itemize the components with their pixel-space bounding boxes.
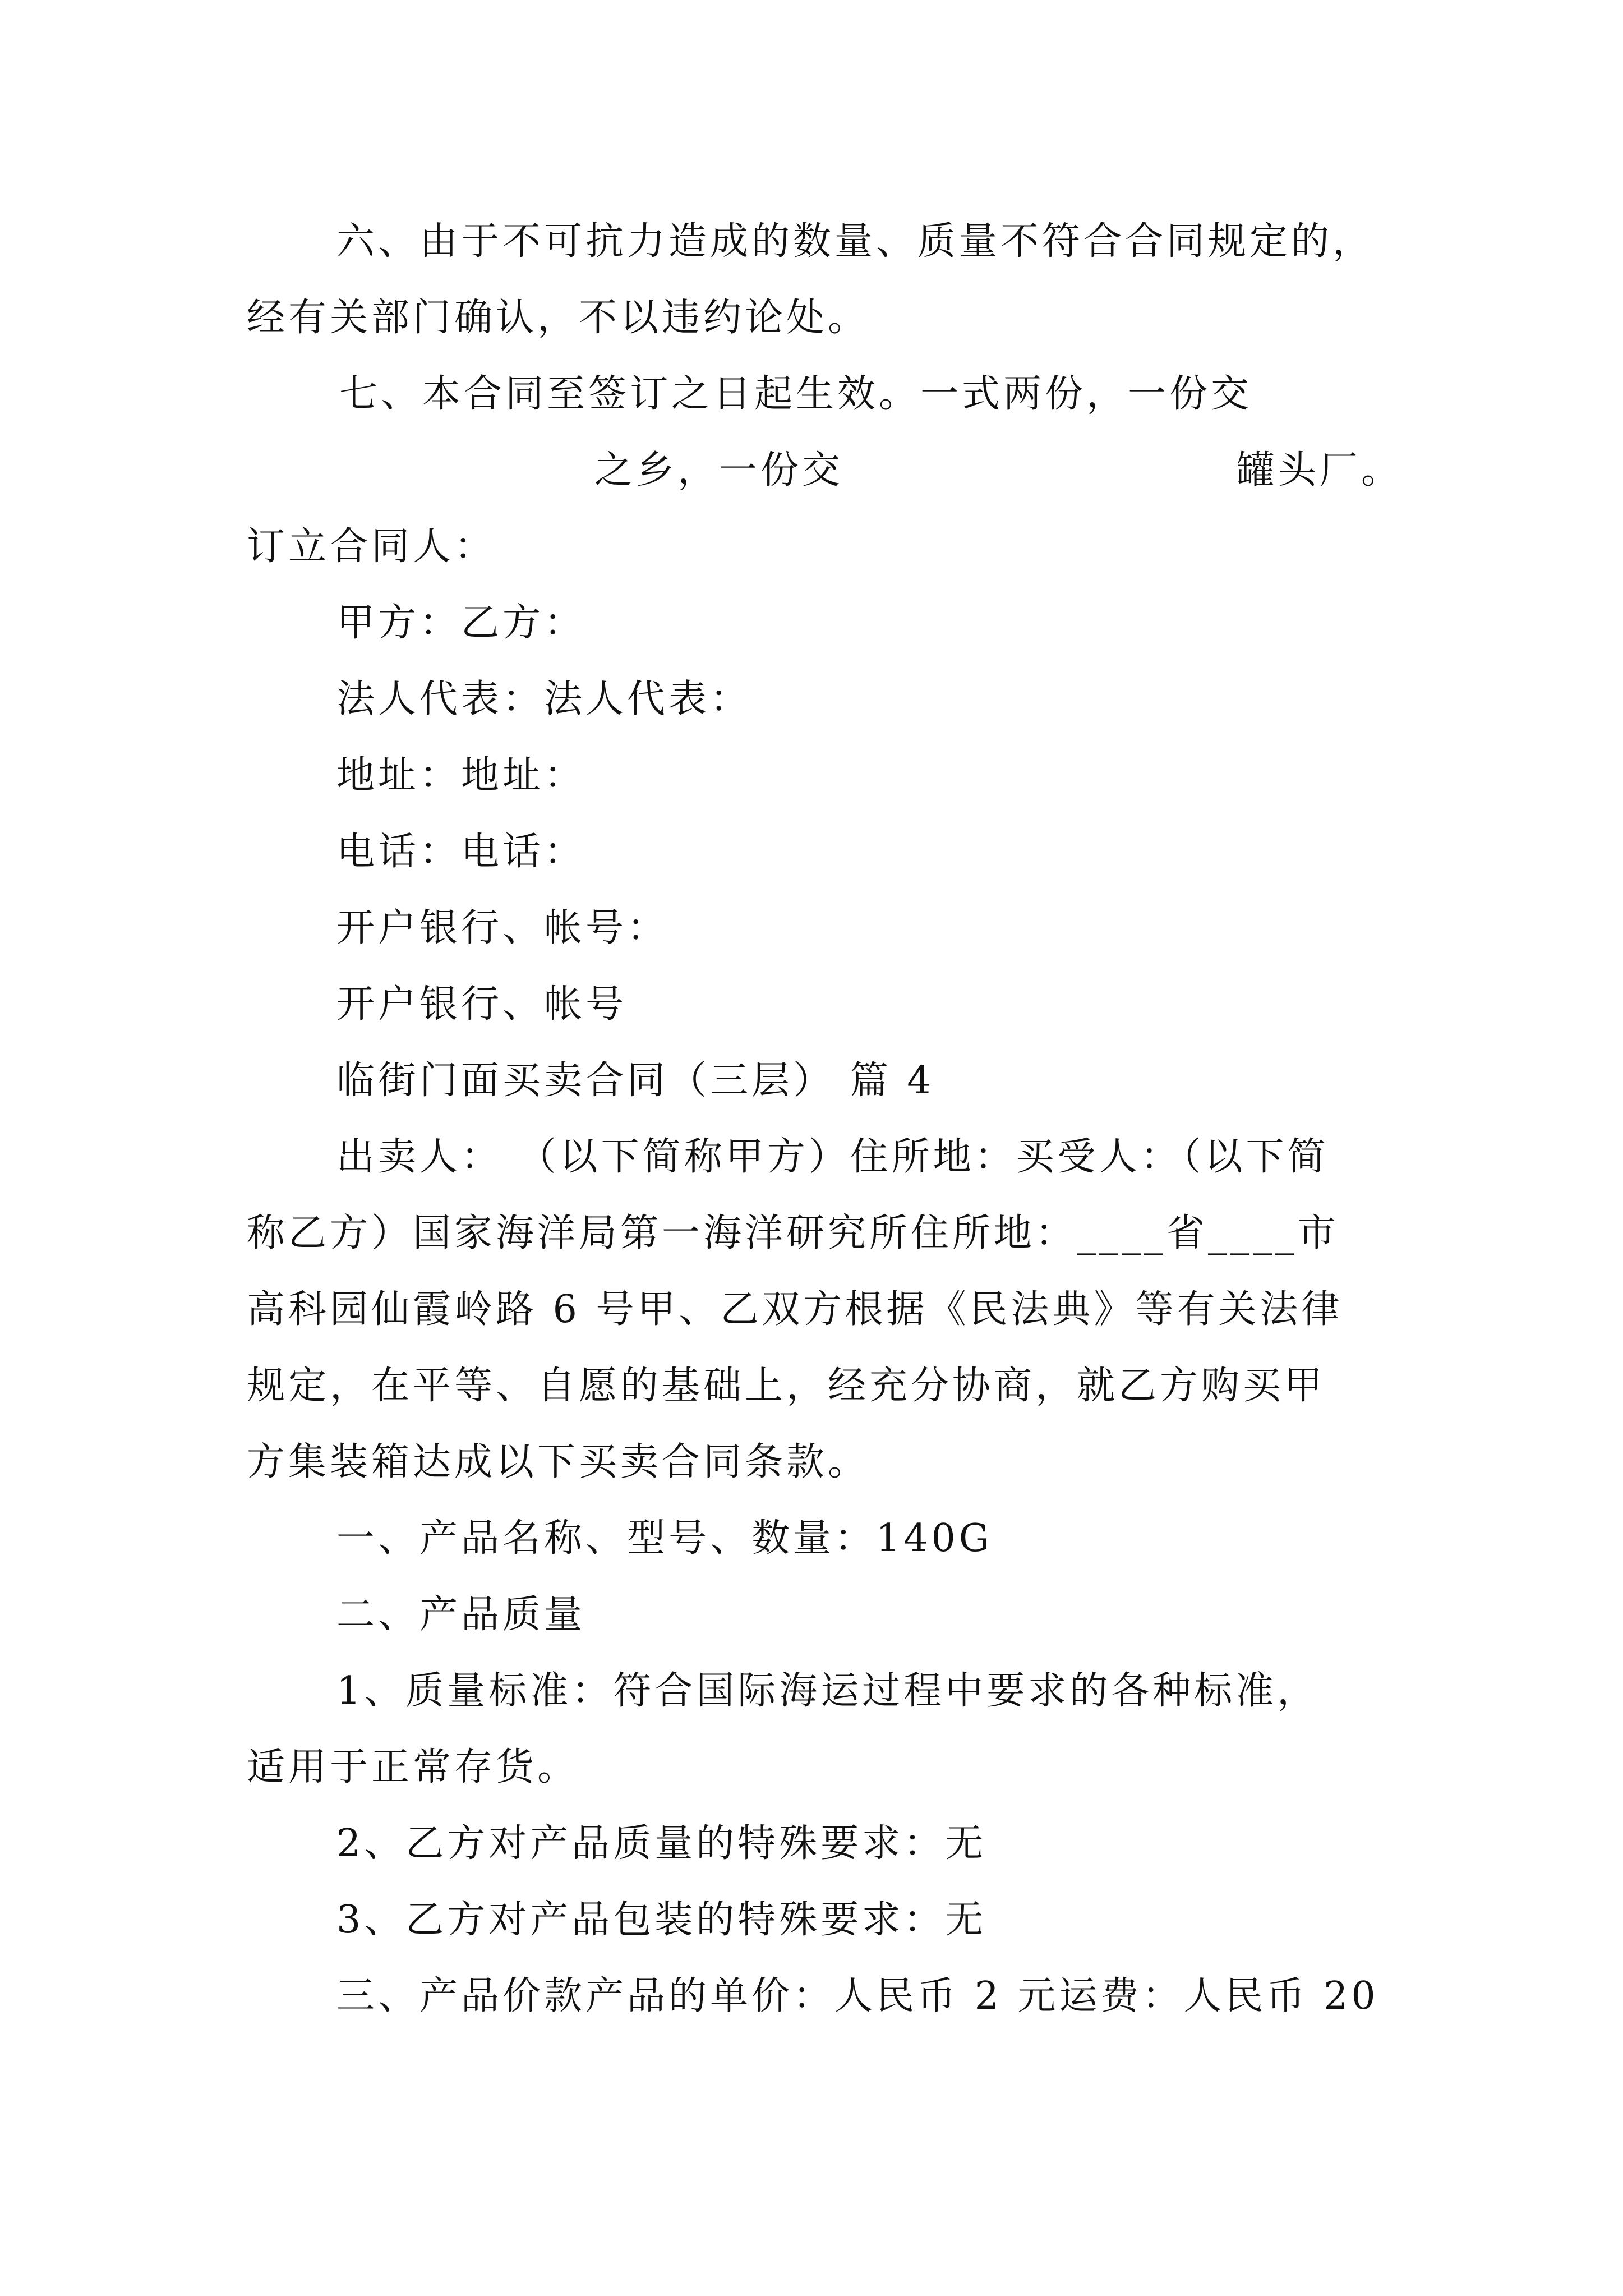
section-heading: 临街门面买卖合同（三层） 篇 4	[336, 1059, 935, 1103]
text-line: 甲方：乙方：	[336, 601, 586, 645]
text-line: 适用于正常存货。	[247, 1745, 579, 1789]
text-line: 称乙方）国家海洋局第一海洋研究所住所地：____省____市	[247, 1211, 1340, 1255]
text-line: 经有关部门确认，不以违约论处。	[247, 296, 870, 340]
text-line: 罐头厂。	[1237, 448, 1403, 493]
text-line: 之乡，一份交	[594, 448, 844, 493]
text-line: 高科园仙霞岭路 6 号甲、乙双方根据《民法典》等有关法律	[247, 1287, 1343, 1332]
text-line: 1、质量标准：符合国际海运过程中要求的各种标准，	[336, 1669, 1319, 1713]
text-line: 规定，在平等、自愿的基础上，经充分协商，就乙方购买甲	[247, 1364, 1326, 1408]
text-line: 开户银行、帐号	[336, 982, 628, 1027]
text-line: 一、产品名称、型号、数量：140G	[336, 1516, 993, 1561]
text-line: 出卖人： （以下简称甲方）住所地：买受人：（以下简	[336, 1135, 1329, 1179]
text-line: 地址：地址：	[336, 753, 586, 798]
text-line: 订立合同人：	[247, 524, 496, 569]
text-line: 法人代表：法人代表：	[336, 677, 752, 721]
text-line: 三、产品价款产品的单价：人民币 2 元运费：人民币 20	[336, 1974, 1379, 2018]
text-line: 开户银行、帐号：	[336, 906, 669, 950]
text-line: 3、乙方对产品包装的特殊要求：无	[336, 1898, 987, 1942]
text-line: 二、产品质量	[336, 1593, 586, 1637]
text-line: 七、本合同至签订之日起生效。一式两份，一份交	[339, 372, 1253, 416]
text-line: 方集装箱达成以下买卖合同条款。	[247, 1440, 870, 1484]
text-line: 2、乙方对产品质量的特殊要求：无	[336, 1821, 987, 1866]
text-line: 六、由于不可抗力造成的数量、质量不符合合同规定的，	[336, 219, 1375, 264]
text-line: 电话：电话：	[336, 830, 586, 874]
